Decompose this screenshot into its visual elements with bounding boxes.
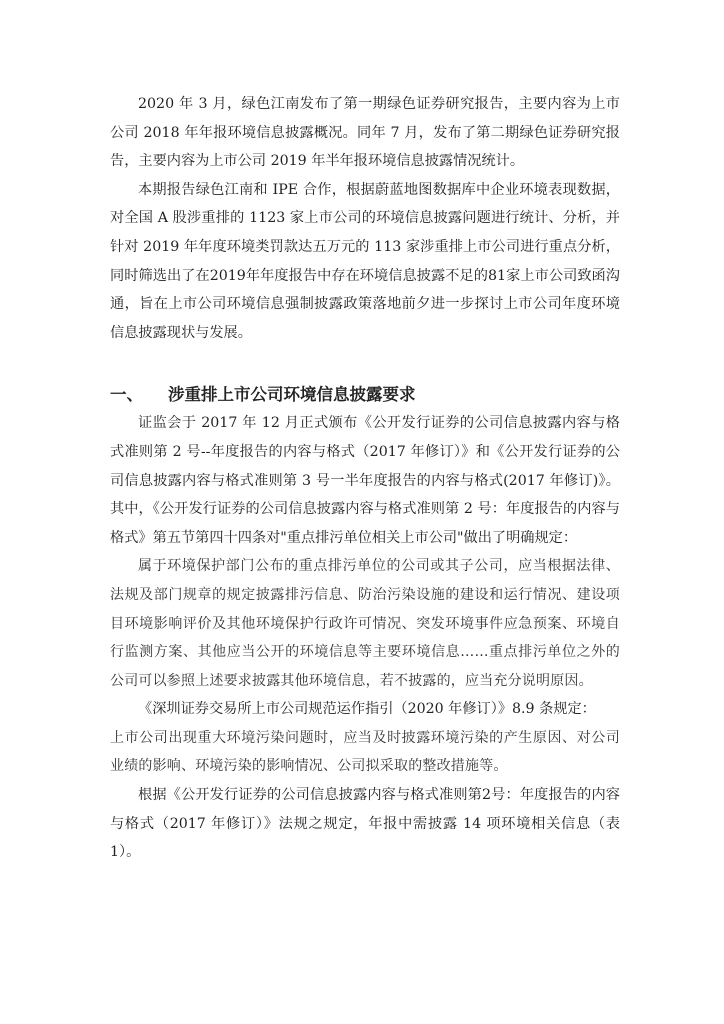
quote-paragraph-1: 属于环境保护部门公布的重点排污单位的公司或其子公司，应当根据法律、法规及部门规章的规定披露排污信息、防治污染设施的建设和运行情况、建设项目环境影响评价及其他环境保护行政许可情况、突发环境事件应急预案、环境自行监测方案、其他应当公开的环境信息等主要环境信息……重点排污单位之外的公司可以参照上述要求披露其他环境信息，若不披露的，应当充分说明原因。	[110, 558, 620, 689]
quote-paragraph-2: 上市公司出现重大环境污染问题时，应当及时披露环境污染的产生原因、对公司业绩的影响、环境污染的影响情况、公司拟采取的整改措施等。	[110, 729, 620, 775]
intro-paragraph-1: 2020 年 3 月，绿色江南发布了第一期绿色证券研究报告，主要内容为上市公司 2018 年年报环境信息披露概况。同年 7 月，发布了第二期绿色证券研究报告，主要内容为上市公司 2019 年半年报环境信息披露情况统计。	[110, 96, 620, 170]
intro-paragraph-2: 本期报告绿色江南和 IPE 合作，根据蔚蓝地图数据库中企业环境表现数据，对全国 A 股涉重排的 1123 家上市公司的环境信息披露问题进行统计、分析，并针对 2019 年年度环境类罚款达五万元的 113 家涉重排上市公司进行重点分析，同时筛选出了在2019年年度报告中存在环境信息披露不足的81家上市公司致函沟通，旨在上市公司环境信息强制披露政策落地前夕进一步探讨上市公司年度环境信息披露现状与发展。	[110, 181, 620, 341]
section-paragraph-3: 根据《公开发行证券的公司信息披露内容与格式准则第2号：年度报告的内容与格式（2017 年修订）》法规之规定，年报中需披露 14 项环境相关信息（表1）。	[110, 787, 620, 861]
section-title: 涉重排上市公司环境信息披露要求	[168, 385, 416, 405]
section-paragraph-1: 证监会于 2017 年 12 月正式颁布《公开发行证券的公司信息披露内容与格式准则第 2 号--年度报告的内容与格式（2017 年修订）》和《公开发行证券的公司信息披露内容与格式准则第 3 号一半年度报告的内容与格式(2017 年修订)》。其中，《公开发行证券的公司信息披露内容与格式准则第 2 号：年度报告的内容与格式》第五节第四十四条对"重点排污单位相关上市公司"做出了明确规定：	[110, 415, 620, 546]
document-body	[110, 90, 620, 867]
section-paragraph-2: 《深圳证券交易所上市公司规范运作指引（2020 年修订）》8.9 条规定：	[138, 701, 596, 718]
section-heading	[110, 381, 620, 409]
section-number: 一、	[110, 385, 143, 405]
